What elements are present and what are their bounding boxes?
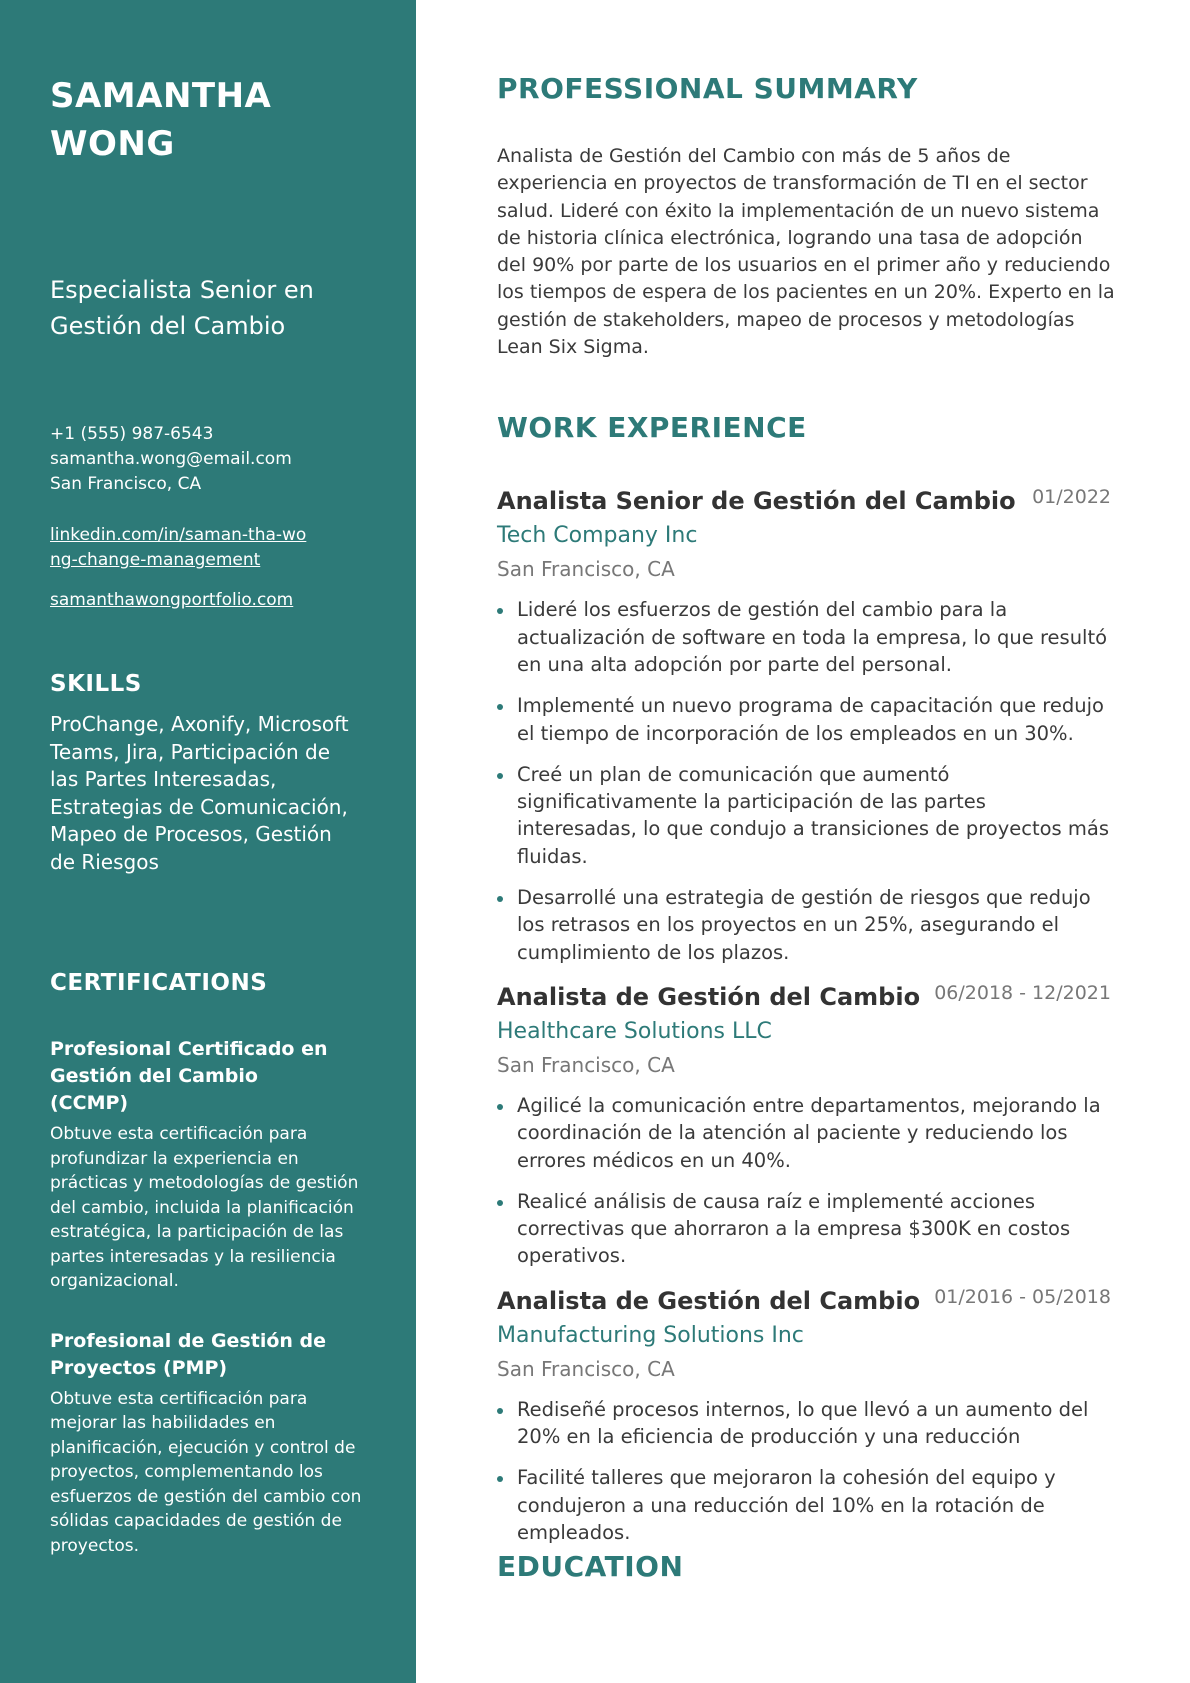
bullet-text: Lideré los esfuerzos de gestión del cambio para la actualización de software en toda la empresa, lo que resultó en una alta adopción por parte del personal. (517, 598, 1108, 676)
bullet-item (497, 884, 1111, 966)
bullet-dot-icon (497, 1104, 503, 1110)
job-date: 06/2018 - 12/2021 (934, 981, 1111, 1004)
job-bullets (497, 1396, 1111, 1546)
certification-title: Profesional de Gestión de Proyectos (PMP) (50, 1329, 327, 1379)
job-entry (497, 980, 1111, 1270)
bullet-text: Realicé análisis de causa raíz e implementé acciones correctivas que ahorraron a la empresa $300K en costos operativos. (517, 1189, 1071, 1268)
education-heading: EDUCATION (497, 1550, 684, 1583)
company-name: Healthcare Solutions LLC (497, 1018, 772, 1044)
summary-text: Analista de Gestión del Cambio con más de 5 años de experiencia en proyectos de transformación de TI en el sector salud. Lideré con éxito la implementación de un nuevo sistema de historia clínica electrónica, logrando una tasa de adopción del 90% por parte de los usuarios en el primer año y reduciendo los tiempos de espera de los pacientes en un 20%. Experto en la gestión de stakeholders, mapeo de procesos y metodologías Lean Six Sigma. (497, 145, 1115, 359)
contact-location: San Francisco, CA (50, 474, 202, 494)
certification-description: Obtuve esta certificación para mejorar las habilidades en planificación, ejecución y control de proyectos, complementando los esfuerzos de gestión del cambio con sólidas capacidades de gestión de proyectos. (50, 1388, 362, 1556)
email-address: samantha.wong@email.com (50, 449, 292, 469)
bullet-text: Agilicé la comunicación entre departamentos, mejorando la coordinación de la atención al paciente y reduciendo los errores médicos en un 40%. (517, 1093, 1101, 1172)
job-bullets (497, 596, 1111, 966)
job-entry (497, 1284, 1111, 1546)
portfolio-link[interactable]: samanthawongportfolio.com (50, 590, 294, 610)
linkedin-link[interactable]: linkedin.com/in/saman-tha-wong-change-management (50, 525, 307, 570)
bullet-text: Facilité talleres que mejoraron la cohesión del equipo y condujeron a una reducción del 10% en la rotación de empleados. (517, 1466, 1056, 1544)
bullet-text: Rediseñé procesos internos, lo que llevó a un aumento del 20% en la eficiencia de producción y una reducción (517, 1397, 1089, 1449)
bullet-item (497, 1396, 1111, 1451)
job-date: 01/2022 (1032, 486, 1111, 509)
bullet-item (497, 1188, 1111, 1270)
bullet-dot-icon (497, 608, 503, 614)
profile-links (50, 523, 376, 613)
bullet-dot-icon (497, 773, 503, 779)
company-name: Tech Company Inc (497, 523, 698, 549)
certifications-heading: CERTIFICATIONS (50, 970, 268, 996)
main-content (497, 72, 1115, 1560)
contact-info (50, 422, 376, 497)
certification-item (50, 1036, 376, 1294)
bullet-item (497, 1092, 1111, 1174)
bullet-text: Creé un plan de comunicación que aumentó significativamente la participación de las partes interesadas, lo que condujo a transiciones de proyectos más fluidas. (517, 762, 1110, 868)
phone-number: +1 (555) 987-6543 (50, 424, 214, 444)
bullet-dot-icon (497, 704, 503, 710)
bullet-item (497, 761, 1111, 870)
job-entry (497, 484, 1111, 966)
sidebar (0, 0, 416, 1683)
job-location: San Francisco, CA (497, 1052, 675, 1077)
job-date: 01/2016 - 05/2018 (934, 1285, 1111, 1308)
certification-description: Obtuve esta certificación para profundizar la experiencia en prácticas y metodologías de gestión del cambio, incluida la planificación estratégica, la participación de las partes interesadas y la resiliencia organizacional. (50, 1124, 359, 1291)
summary-heading: PROFESSIONAL SUMMARY (497, 72, 918, 105)
candidate-title: Especialista Senior en Gestión del Cambio (50, 276, 314, 340)
bullet-text: Desarrollé una estrategia de gestión de riesgos que redujo los retrasos en los proyectos en un 25%, asegurando el cumplimiento de los plazos. (517, 886, 1091, 964)
company-name: Manufacturing Solutions Inc (497, 1322, 804, 1348)
bullet-item (497, 596, 1111, 678)
candidate-name: SAMANTHA WONG (50, 76, 272, 164)
certification-item (50, 1328, 376, 1559)
job-title: Analista Senior de Gestión del Cambio (497, 487, 1016, 516)
skills-list: ProChange, Axonify, Microsoft Teams, Jira, Participación de las Partes Interesadas, Estrategias de Comunicación, Mapeo de Procesos, Gestión de Riesgos (50, 712, 349, 874)
work-experience-heading: WORK EXPERIENCE (497, 411, 807, 445)
bullet-dot-icon (497, 1476, 503, 1482)
job-title: Analista de Gestión del Cambio (497, 982, 921, 1011)
skills-heading: SKILLS (50, 671, 142, 697)
bullet-item (497, 1464, 1111, 1546)
job-bullets (497, 1092, 1111, 1270)
bullet-item (497, 692, 1111, 747)
job-location: San Francisco, CA (497, 557, 675, 582)
job-location: San Francisco, CA (497, 1356, 675, 1381)
bullet-text: Implementé un nuevo programa de capacitación que redujo el tiempo de incorporación de los empleados en un 30%. (517, 694, 1104, 745)
certification-title: Profesional Certificado en Gestión del Cambio (CCMP) (50, 1038, 328, 1114)
bullet-dot-icon (497, 1408, 503, 1414)
job-title: Analista de Gestión del Cambio (497, 1286, 921, 1315)
bullet-dot-icon (497, 896, 503, 902)
bullet-dot-icon (497, 1200, 503, 1206)
